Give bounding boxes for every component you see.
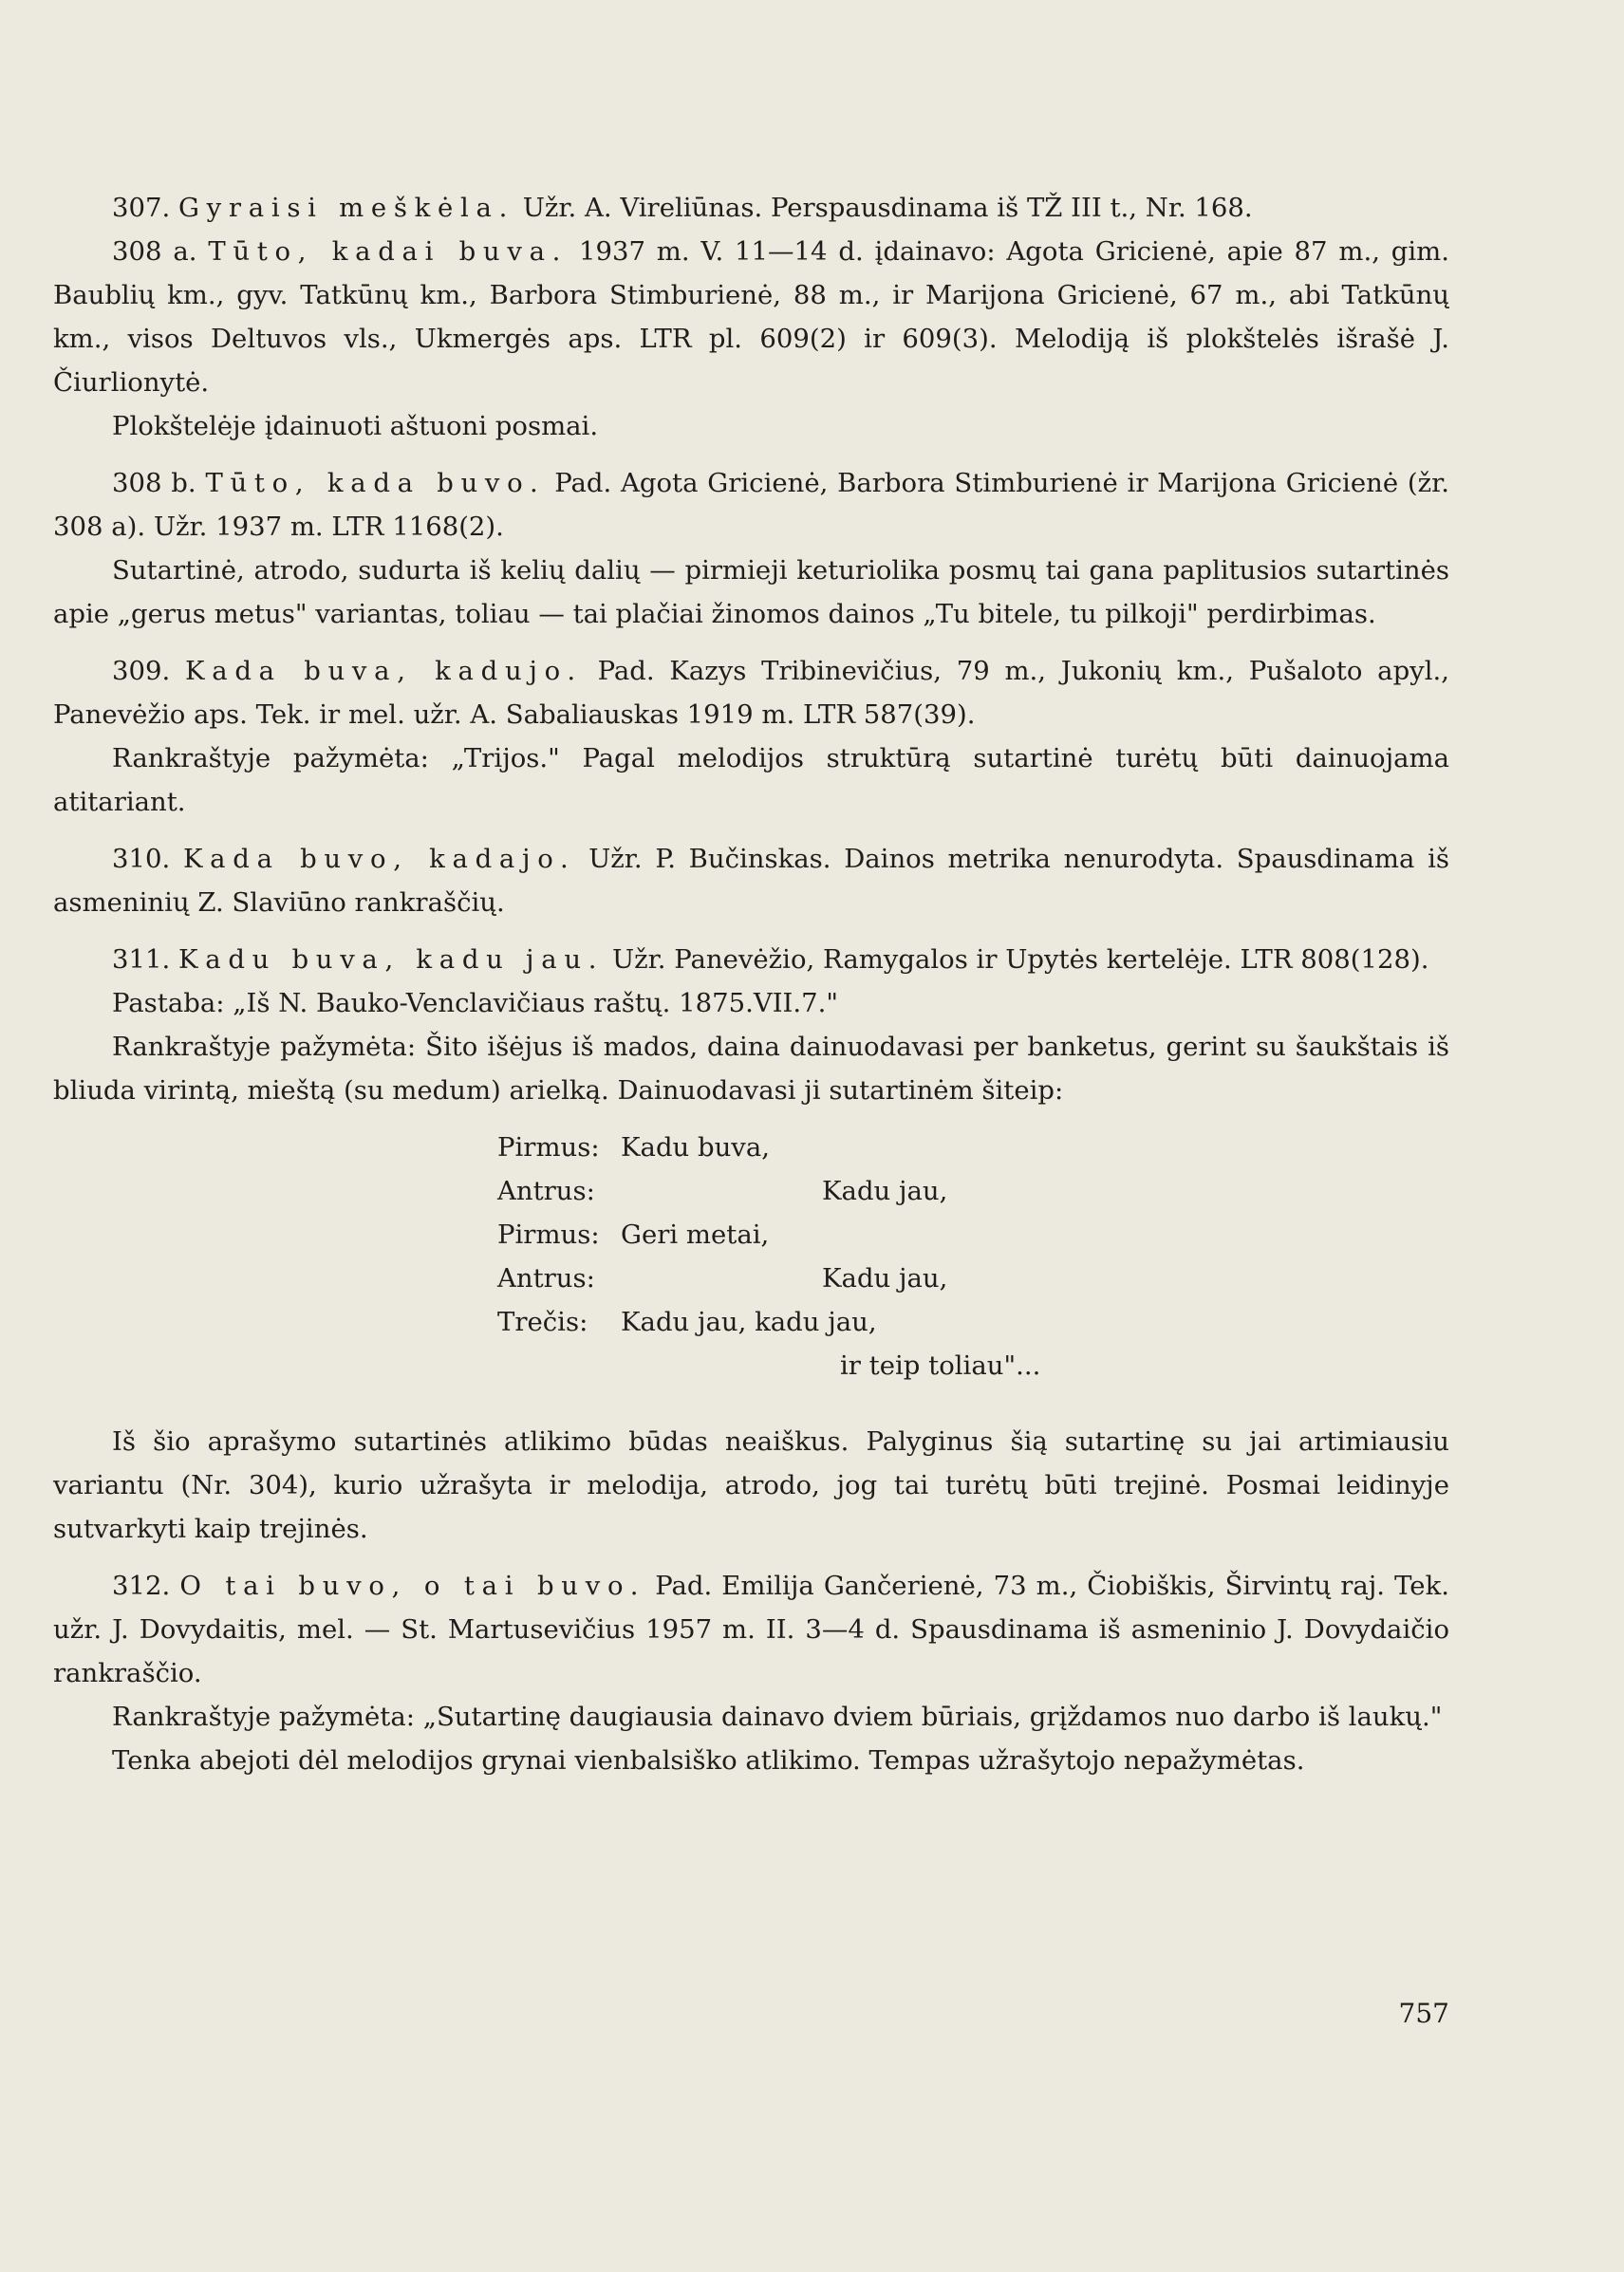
entry-310 <box>53 837 1449 924</box>
note-paragraph: Pastaba: „Iš N. Bauko-Venclavičiaus raštų. 1875.VII.7." <box>112 988 839 1018</box>
page-number: 757 <box>1398 1998 1449 2029</box>
song-title: Kada buvo, kadajo. <box>182 844 576 874</box>
note-paragraph: Rankraštyje pažymėta: „Sutartinę daugiausia dainavo dviem būriais, grįždamos nuo darbo iš laukų." <box>112 1702 1443 1732</box>
sung-line: Geri metai, <box>621 1220 770 1250</box>
entry-number: 308 a. <box>112 236 197 267</box>
speaker: Antrus: <box>497 1176 595 1206</box>
commentary-text <box>53 186 1449 1782</box>
note-paragraph: Tenka abejoti dėl melodijos grynai vienbalsiško atlikimo. Tempas užrašytojo nepažymėtas. <box>112 1745 1305 1776</box>
entry-body: Užr. A. Vireliūnas. Perspausdinama iš TŽ III t., Nr. 168. <box>514 193 1253 223</box>
entry-body: Užr. Panevėžio, Ramygalos ir Upytės kertelėje. LTR 808(128). <box>604 944 1429 975</box>
song-title: Kada buva, kadujo. <box>185 656 583 686</box>
sung-line: Kadu jau, <box>822 1263 948 1294</box>
entry-body: Pad. Agota Gricienė, Barbora Stimburienė ir Marijona Gricienė (žr. 308 a). Užr. 1937 m. LTR 1168(2). <box>53 468 1449 542</box>
speaker: Antrus: <box>497 1263 595 1294</box>
note-paragraph: Plokštelėje įdainuoti aštuoni posmai. <box>112 411 599 441</box>
sung-dialogue <box>53 1126 1449 1387</box>
dialogue-line <box>497 1213 1449 1257</box>
entry-311 <box>53 938 1449 981</box>
speaker: Pirmus: <box>497 1132 600 1163</box>
note-paragraph: Rankraštyje pažymėta: „Trijos." Pagal melodijos struktūrą sutartinė turėtų būti dainuojama atitariant. <box>53 743 1449 817</box>
speaker: Trečis: <box>497 1307 588 1337</box>
entry-number: 308 b. <box>112 468 196 498</box>
dialogue-line <box>497 1344 1449 1387</box>
entry-312 <box>53 1564 1449 1695</box>
dialogue-line <box>497 1169 1449 1213</box>
entry-308a <box>53 230 1449 404</box>
note-paragraph: Iš šio aprašymo sutartinės atlikimo būdas neaiškus. Palyginus šią sutartinę su jai artimiausiu variantu (Nr. 304), kurio užrašyta ir melodija, atrodo, jog tai turėtų būti trejinė. Posmai leidinyje sutvarkyti kaip trejinės. <box>53 1426 1449 1544</box>
note-paragraph: Rankraštyje pažymėta: Šito išėjus iš mados, daina dainuodavasi per banketus, gerint su šaukštais iš bliuda virintą, mieštą (su medum) arielką. Dainuodavasi ji sutartinėm šiteip: <box>53 1032 1449 1106</box>
dialogue-line <box>497 1257 1449 1300</box>
entry-307 <box>53 186 1449 230</box>
entry-number: 312. <box>112 1571 171 1601</box>
dialogue-line <box>497 1126 1449 1169</box>
speaker: Pirmus: <box>497 1220 600 1250</box>
sung-line: Kadu buva, <box>621 1132 770 1163</box>
sung-line: Kadu jau, kadu jau, <box>621 1307 877 1337</box>
entry-number: 311. <box>112 944 171 975</box>
sung-line: ir teip toliau"... <box>840 1350 1041 1381</box>
note-paragraph: Sutartinė, atrodo, sudurta iš kelių dalių — pirmieji keturiolika posmų tai gana paplitusios sutartinės apie „gerus metus" variantas, toliau — tai plačiai žinomos dainos „Tu bitele, tu pilkoji" perdirbimas. <box>53 555 1449 629</box>
entry-number: 309. <box>112 656 171 686</box>
song-title: O tai buvo, o tai buvo. <box>179 1571 646 1601</box>
song-title: Kadu buva, kadu jau. <box>177 944 605 975</box>
entry-body: 1937 m. V. 11—14 d. įdainavo: Agota Gricienė, apie 87 m., gim. Baublių km., gyv. Tatkūnų km., Barbora Stimburienė, 88 m., ir Marijona Gricienė, 67 m., abi Tatkūnų km., visos Deltuvos vls., Ukmergės aps. LTR pl. 609(2) ir 609(3). Melodiją iš plokštelės išrašė J. Čiurlionytė. <box>53 236 1449 398</box>
entry-number: 310. <box>112 844 171 874</box>
entry-body: Pad. Emilija Gančerienė, 73 m., Čiobiškis, Širvintų raj. Tek. užr. J. Dovydaitis, mel. — St. Martusevičius 1957 m. II. 3—4 d. Spausdinama iš asmeninio J. Dovydaičio rankraščio. <box>53 1571 1449 1688</box>
song-title: Tūto, kada buvo. <box>205 468 546 498</box>
song-title: Tūto, kadai buva. <box>208 236 569 267</box>
entry-body: Užr. P. Bučinskas. Dainos metrika nenurodyta. Spausdinama iš asmeninių Z. Slaviūno rankraščių. <box>53 844 1449 918</box>
entry-body: Pad. Kazys Tribinevičius, 79 m., Jukonių km., Pušaloto apyl., Panevėžio aps. Tek. ir mel. užr. A. Sabaliauskas 1919 m. LTR 587(39). <box>53 656 1449 730</box>
entry-308b <box>53 461 1449 549</box>
dialogue-line <box>497 1300 1449 1344</box>
entry-309 <box>53 649 1449 736</box>
sung-line: Kadu jau, <box>822 1176 948 1206</box>
entry-number: 307. <box>112 193 171 223</box>
song-title: Gyraisi meškėla. <box>177 193 515 223</box>
